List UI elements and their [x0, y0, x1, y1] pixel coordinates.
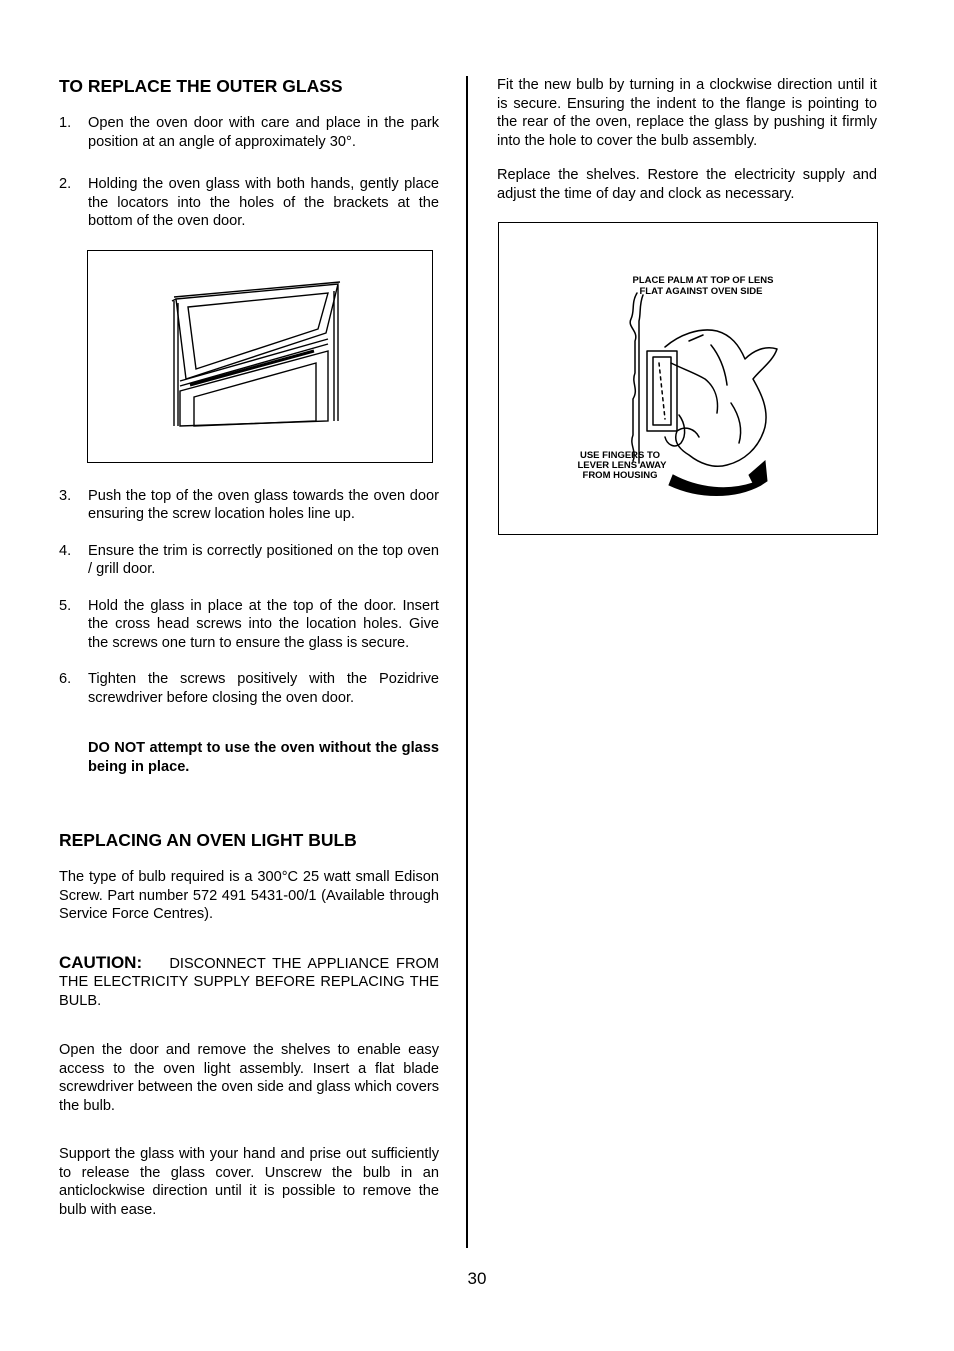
step-number: 5.: [59, 597, 72, 614]
column-divider: [466, 76, 468, 1248]
warning-text: DO NOT attempt to use the oven without the glass being in place.: [88, 740, 439, 775]
figure-label-bottom-line1: USE FINGERS TO: [579, 450, 661, 461]
figure-label-top-line2: FLAT AGAINST OVEN SIDE: [639, 286, 763, 297]
step-number: 3.: [59, 487, 72, 504]
step-text: Push the top of the oven glass towards the oven door ensuring the screw location holes line up.: [88, 487, 439, 522]
oven-door-glass-figure: [87, 250, 433, 463]
figure-label-bottom-line3: FROM HOUSING: [582, 470, 658, 481]
step-number: 6.: [59, 671, 72, 687]
figure-label-top-line1: PLACE PALM AT TOP OF LENS: [632, 275, 774, 286]
step-text: Open the oven door with care and place in the park position at an angle of approximately 30°.: [88, 115, 439, 150]
step-text: Tighten the screws positively with the Pozidrive screwdriver before closing the oven door.: [88, 671, 439, 706]
caution-label: CAUTION:: [59, 952, 143, 972]
bulb-type-paragraph: The type of bulb required is a 300°C 25 watt small Edison Screw. Part number 572 491 5431-00/1 (Available through Service Force Centres).: [59, 869, 439, 922]
steps-list-b: [59, 487, 439, 708]
step-number: 1.: [59, 115, 72, 131]
caution-paragraph: [59, 954, 439, 1011]
page-number: 30: [467, 1269, 487, 1288]
caution-text: DISCONNECT THE APPLIANCE FROM THE ELECTRICITY SUPPLY BEFORE REPLACING THE BULB.: [59, 955, 440, 1009]
step-text: Ensure the trim is correctly positioned on the top oven / grill door.: [88, 542, 439, 577]
fit-bulb-paragraph: Fit the new bulb by turning in a clockwise direction until it is secure. Ensuring the indent to the flange is pointing to the rear of the oven, replace the glass by pushing it firmly into the hole to cover the bulb assembly.: [497, 77, 877, 149]
right-column: [497, 76, 877, 535]
list-item: [59, 597, 439, 653]
heading-replace-outer-glass: TO REPLACE THE OUTER GLASS: [59, 76, 343, 96]
step-text: Hold the glass in place at the top of the door. Insert the cross head screws into the location holes. Give the screws one turn to ensure the glass is secure.: [88, 597, 439, 651]
step-number: 4.: [59, 542, 72, 559]
steps-list-a: [59, 114, 439, 231]
step-number: 2.: [59, 176, 72, 192]
list-item: [59, 487, 439, 524]
open-door-paragraph: Open the door and remove the shelves to enable easy access to the oven light assembly. Insert a flat blade screwdriver between the oven side and glass which covers the bulb.: [59, 1042, 439, 1114]
support-glass-paragraph: Support the glass with your hand and prise out sufficiently to release the glass cover. Unscrew the bulb in an anticlockwise direction until it is possible to remove the bulb with ease.: [59, 1146, 439, 1218]
left-column: [59, 74, 439, 1219]
replace-shelves-paragraph: Replace the shelves. Restore the electricity supply and adjust the time of day and clock as necessary.: [497, 167, 877, 202]
step-text: Holding the oven glass with both hands, gently place the locators into the holes of the brackets at the bottom of the oven door.: [88, 176, 439, 229]
list-item: [59, 114, 439, 151]
oven-door-illustration: [88, 251, 431, 461]
figure-label-bottom-line2: LEVER LENS AWAY: [577, 460, 667, 471]
heading-replacing-light-bulb: REPLACING AN OVEN LIGHT BULB: [59, 830, 357, 850]
list-item: [59, 542, 439, 579]
list-item: [59, 670, 439, 707]
list-item: [59, 175, 439, 231]
lens-removal-illustration: [499, 223, 876, 533]
light-lens-figure: [498, 222, 878, 535]
